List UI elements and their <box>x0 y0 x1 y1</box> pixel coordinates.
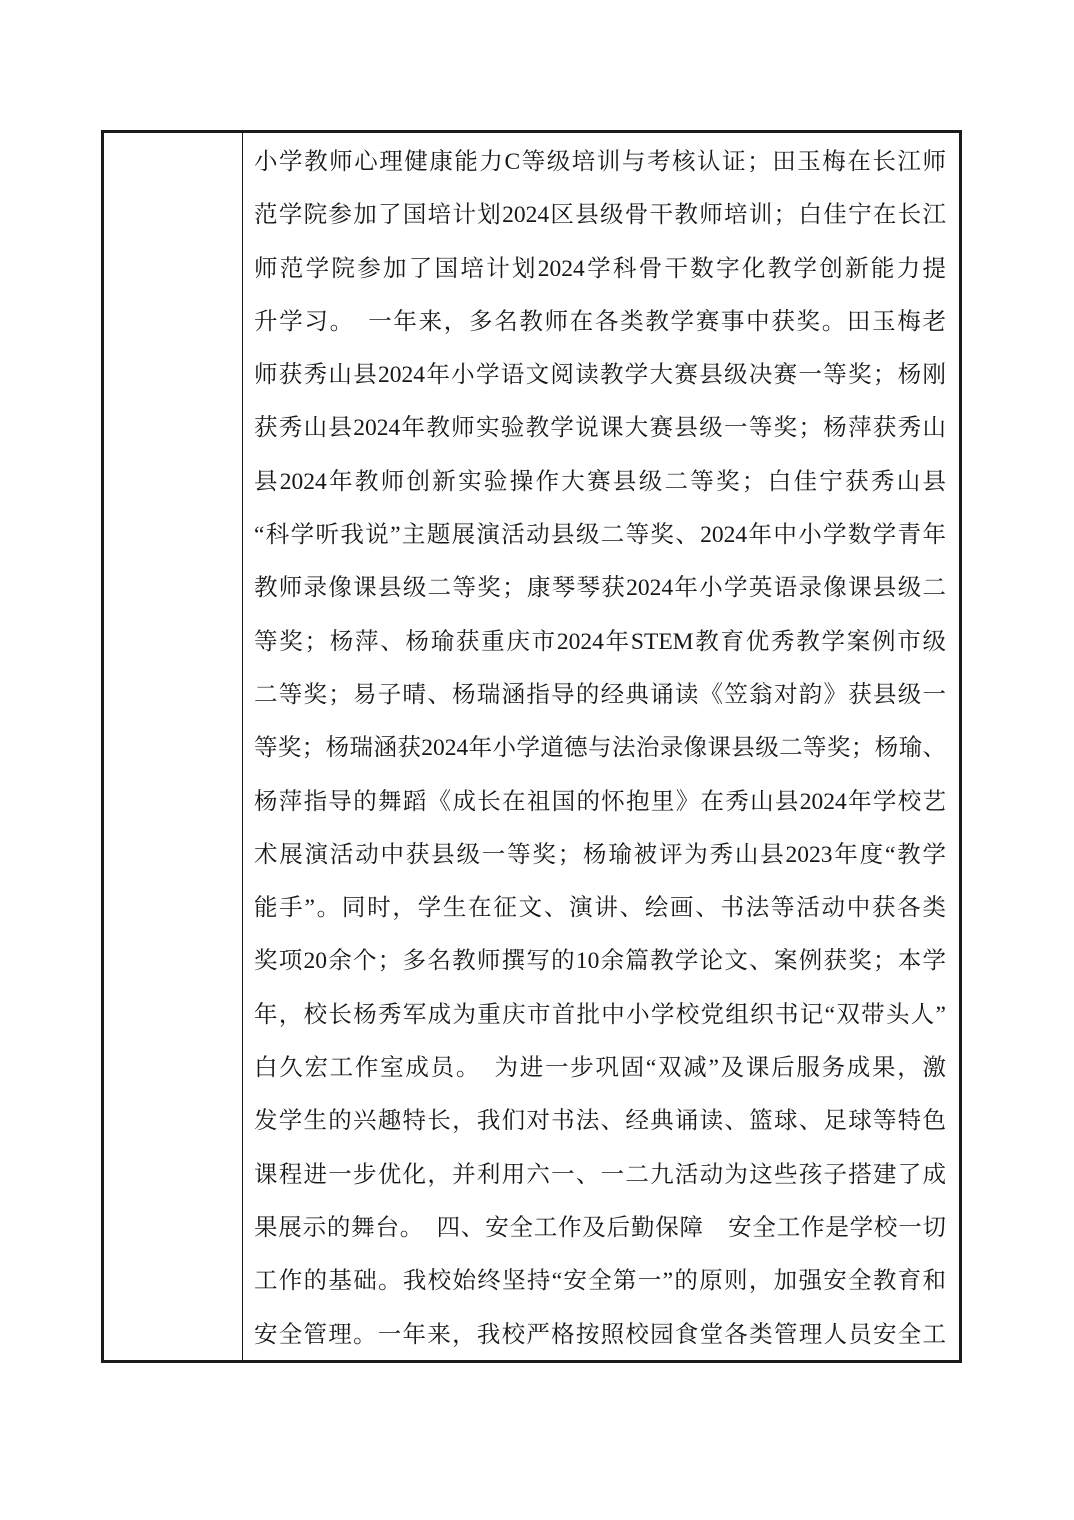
text-line: 能手”。同时，学生在征文、演讲、绘画、书法等活动中获各类 <box>254 895 946 922</box>
text-line: 升学习。 一年来，多名教师在各类教学赛事中获奖。田玉梅老 <box>254 308 946 335</box>
text-line: 工作的基础。我校始终坚持“安全第一”的原则，加强安全教育和 <box>254 1268 946 1295</box>
text-line: 课程进一步优化，并利用六一、一二九活动为这些孩子搭建了成 <box>254 1161 946 1188</box>
table-label-cell-empty <box>104 133 243 1360</box>
text-line: 等奖；杨瑞涵获2024年小学道德与法治录像课县级二等奖；杨瑜、 <box>254 735 946 762</box>
text-line: 杨萍指导的舞蹈《成长在祖国的怀抱里》在秀山县2024年学校艺 <box>254 788 946 815</box>
text-line: 师范学院参加了国培计划2024学科骨干数字化教学创新能力提 <box>254 255 946 282</box>
document-table <box>101 130 962 1363</box>
text-line: 二等奖；易子晴、杨瑞涵指导的经典诵读《笠翁对韵》获县级一 <box>254 681 946 708</box>
text-line: 教师录像课县级二等奖；康琴琴获2024年小学英语录像课县级二 <box>254 575 946 602</box>
text-line: 白久宏工作室成员。 为进一步巩固“双减”及课后服务成果，激 <box>254 1055 946 1082</box>
text-line: 获秀山县2024年教师实验教学说课大赛县级一等奖；杨萍获秀山 <box>254 415 946 442</box>
text-line: “科学听我说”主题展演活动县级二等奖、2024年中小学数学青年 <box>254 522 946 549</box>
table-content-cell <box>243 133 959 1360</box>
text-line: 等奖；杨萍、杨瑜获重庆市2024年STEM教育优秀教学案例市级 <box>254 628 946 655</box>
text-line: 术展演活动中获县级一等奖；杨瑜被评为秀山县2023年度“教学 <box>254 841 946 868</box>
text-line: 发学生的兴趣特长，我们对书法、经典诵读、篮球、足球等特色 <box>254 1108 946 1135</box>
text-line: 范学院参加了国培计划2024区县级骨干教师培训；白佳宁在长江 <box>254 202 946 229</box>
text-line: 师获秀山县2024年小学语文阅读教学大赛县级决赛一等奖；杨刚 <box>254 362 946 389</box>
text-line: 年，校长杨秀军成为重庆市首批中小学校党组织书记“双带头人” <box>254 1001 946 1028</box>
text-line: 奖项20余个；多名教师撰写的10余篇教学论文、案例获奖；本学 <box>254 948 946 975</box>
text-line: 果展示的舞台。 四、安全工作及后勤保障 安全工作是学校一切 <box>254 1214 946 1241</box>
text-line: 县2024年教师创新实验操作大赛县级二等奖；白佳宁获秀山县 <box>254 468 946 495</box>
text-line: 安全管理。一年来，我校严格按照校园食堂各类管理人员安全工 <box>254 1321 946 1348</box>
text-line: 小学教师心理健康能力C等级培训与考核认证；田玉梅在长江师 <box>254 149 946 175</box>
